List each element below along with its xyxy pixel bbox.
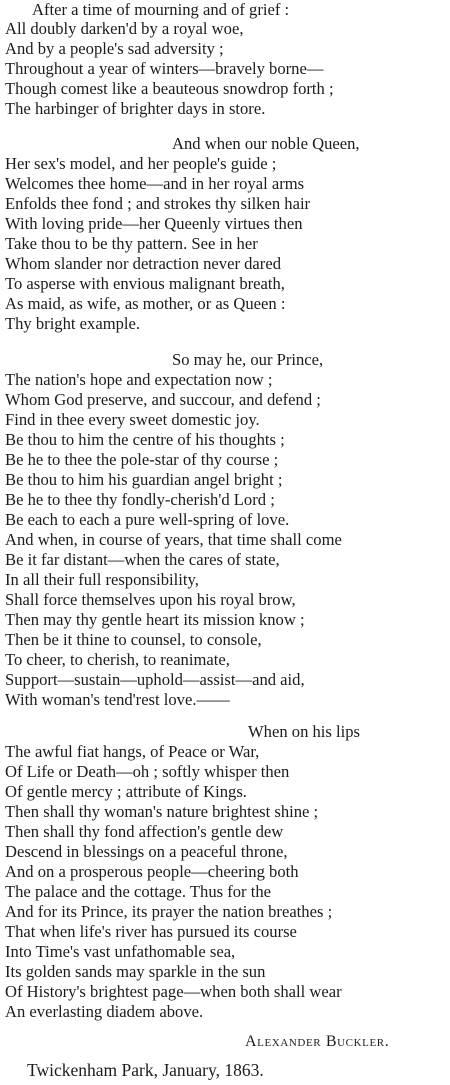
poem-line: That when life's river has pursued its course <box>5 922 297 941</box>
poem-line: Find in thee every sweet domestic joy. <box>5 410 260 429</box>
poem-line: After a time of mourning and of grief : <box>32 0 290 19</box>
poem-line: Of Life or Death—oh ; softly whisper then <box>5 762 290 781</box>
poem-line: An everlasting diadem above. <box>5 1002 204 1021</box>
poem-line: The awful fiat hangs, of Peace or War, <box>5 742 260 761</box>
poem-line: So may he, our Prince, <box>172 350 324 369</box>
poem-line: Shall force themselves upon his royal brow, <box>5 590 296 609</box>
poem-line: As maid, as wife, as mother, or as Queen : <box>5 294 286 313</box>
poem-line: The palace and the cottage. Thus for the <box>5 882 272 901</box>
poem-line: Support—sustain—uphold—assist—and aid, <box>5 670 305 689</box>
poem-line: Descend in blessings on a peaceful throne, <box>5 842 288 861</box>
poem-line: And when, in course of years, that time shall come <box>5 530 342 549</box>
poem-line: Be he to thee the pole-star of thy course ; <box>5 450 279 469</box>
poem-line: And when our noble Queen, <box>172 134 360 153</box>
poem-line: All doubly darken'd by a royal woe, <box>5 19 244 38</box>
poem-line: With woman's tend'rest love.—— <box>5 690 230 709</box>
poem-line: Be thou to him the centre of his thoughts ; <box>5 430 285 449</box>
poem-line: Be thou to him his guardian angel bright ; <box>5 470 283 489</box>
poem-line: Be he to thee thy fondly-cherish'd Lord ; <box>5 490 275 509</box>
poem-line: Thy bright example. <box>5 314 141 333</box>
poem-line: Be each to each a pure well-spring of love. <box>5 510 290 529</box>
poem-line: Then be it thine to counsel, to console, <box>5 630 262 649</box>
poem-line: Then shall thy woman's nature brightest shine ; <box>5 802 319 821</box>
dateline: Twickenham Park, January, 1863. <box>27 1061 264 1080</box>
poem-line: Then may thy gentle heart its mission know ; <box>5 610 305 629</box>
poem-line: Her sex's model, and her people's guide ; <box>5 154 277 173</box>
poem-line: Be it far distant—when the cares of state, <box>5 550 280 569</box>
poem-line: Whom slander nor detraction never dared <box>5 254 281 273</box>
poem-line: And for its Prince, its prayer the nation breathes ; <box>5 902 333 921</box>
poem-line: Though comest like a beauteous snowdrop forth ; <box>5 79 334 98</box>
poem-line: The nation's hope and expectation now ; <box>5 370 273 389</box>
poem-line: Its golden sands may sparkle in the sun <box>5 962 266 981</box>
poem-line: Then shall thy fond affection's gentle dew <box>5 822 284 841</box>
poem-line: Of gentle mercy ; attribute of Kings. <box>5 782 247 801</box>
poem-line: The harbinger of brighter days in store. <box>5 99 266 118</box>
poem-line: In all their full responsibility, <box>5 570 199 589</box>
poem-line: Take thou to be thy pattern. See in her <box>5 234 258 253</box>
poem-line: Throughout a year of winters—bravely borne— <box>5 59 324 78</box>
poem-line: Of History's brightest page—when both shall wear <box>5 982 342 1001</box>
poem-line: To asperse with envious malignant breath, <box>5 274 285 293</box>
poem-line: And on a prosperous people—cheering both <box>5 862 299 881</box>
poem-line: Enfolds thee fond ; and strokes thy silken hair <box>5 194 311 213</box>
poem-line: Welcomes thee home—and in her royal arms <box>5 174 305 193</box>
poem-line: And by a people's sad adversity ; <box>5 39 224 58</box>
poem-line: When on his lips <box>248 722 360 741</box>
poem-line: To cheer, to cherish, to reanimate, <box>5 650 230 669</box>
author-signature: Alexander Buckler. <box>245 1033 390 1050</box>
poem-line: Into Time's vast unfathomable sea, <box>5 942 236 961</box>
poem-line: Whom God preserve, and succour, and defend ; <box>5 390 321 409</box>
poem-line: With loving pride—her Queenly virtues then <box>5 214 303 233</box>
